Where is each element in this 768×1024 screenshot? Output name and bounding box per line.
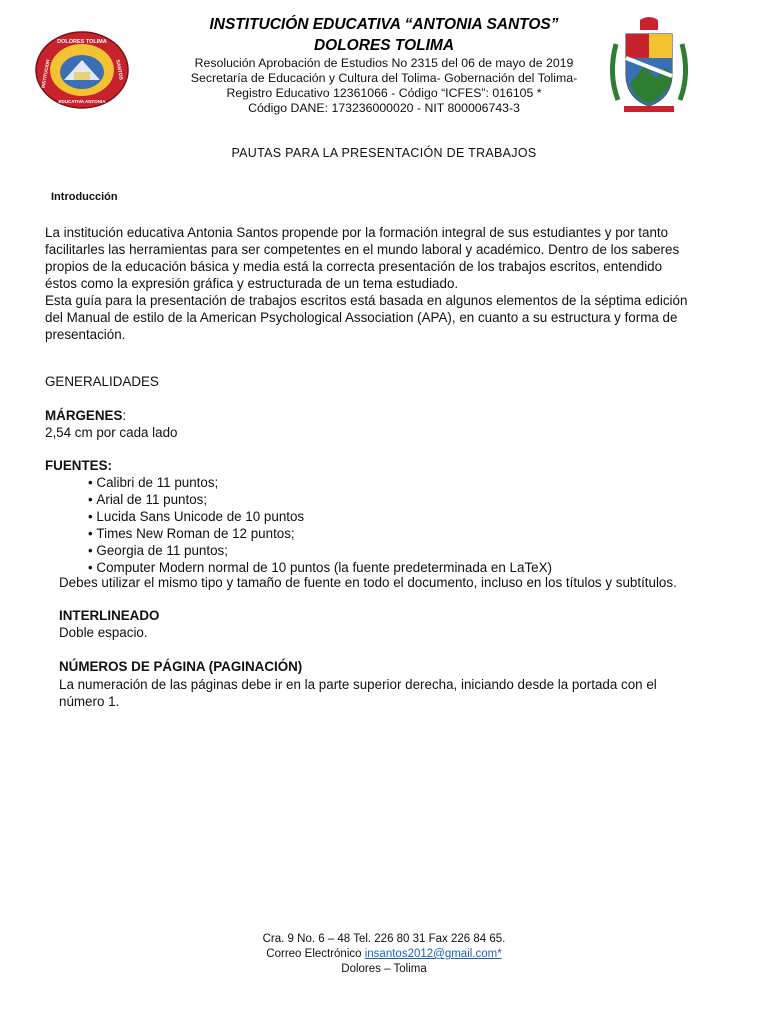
list-item: • Times New Roman de 12 puntos;: [88, 525, 552, 542]
list-item: • Calibri de 11 puntos;: [88, 474, 552, 491]
header-line-registro: Registro Educativo 12361066 - Código “ICFES”: 016105 *: [226, 86, 542, 100]
footer-email-line: [0, 948, 768, 960]
logo-top-text: DOLORES TOLIMA: [57, 39, 107, 45]
intro-line: éstos como la expresión gráfica y estructurada de un tema estudiado.: [45, 276, 459, 291]
intro-line: La institución educativa Antonia Santos propende por la formación integral de sus estudiantes y por tanto: [45, 225, 669, 240]
interlineado-text: Doble espacio.: [59, 625, 148, 640]
list-item: • Lucida Sans Unicode de 10 puntos: [88, 508, 552, 525]
header-line-secretaria: Secretaría de Educación y Cultura del Tolima- Gobernación del Tolima-: [190, 71, 578, 85]
header-line-dane: Código DANE: 173236000020 - NIT 800006743-3: [248, 101, 520, 115]
margenes-section: [45, 407, 126, 425]
logo-bottom-text: EDUCATIVA ANTONIA: [58, 99, 106, 104]
list-item: • Georgia de 11 puntos;: [88, 542, 552, 559]
fuentes-heading: FUENTES:: [45, 458, 112, 473]
footer-address: Cra. 9 No. 6 – 48 Tel. 226 80 31 Fax 226 84 65.: [262, 933, 506, 945]
margenes-heading: MÁRGENES: [45, 408, 123, 423]
footer-email-label: Correo Electrónico: [266, 948, 365, 960]
interlineado-heading: INTERLINEADO: [59, 608, 160, 623]
list-item: • Arial de 11 puntos;: [88, 491, 552, 508]
institution-location: DOLORES TOLIMA: [313, 37, 455, 54]
fuentes-list: [88, 474, 552, 576]
intro-paragraph: [45, 224, 722, 343]
intro-line: presentación.: [45, 327, 126, 342]
margenes-colon: :: [122, 408, 127, 423]
margenes-text: 2,54 cm por cada lado: [45, 425, 178, 440]
list-item: • Computer Modern normal de 10 puntos (la fuente predeterminada en LaTeX): [88, 559, 552, 576]
intro-line: propios de la educación básica y media está la correcta presentación de los trabajos escritos, entendido: [45, 259, 663, 274]
document-title: PAUTAS PARA LA PRESENTACIÓN DE TRABAJOS: [231, 146, 537, 160]
intro-line: Esta guía para la presentación de trabajos escritos está basada en algunos elementos de la séptima edición: [45, 293, 688, 308]
logo-right-text: SANTOS: [114, 59, 124, 81]
footer-city: Dolores – Tolima: [341, 963, 427, 975]
paginacion-paragraph: [59, 676, 722, 710]
paginacion-line: La numeración de las páginas debe ir en la parte superior derecha, iniciando desde la portada con el: [59, 677, 657, 692]
logo-left-text: INSTITUCION: [40, 59, 51, 89]
footer-email-link[interactable]: insantos2012@gmail.com*: [364, 948, 502, 960]
generalidades-heading: GENERALIDADES: [45, 374, 159, 389]
intro-heading: Introducción: [51, 191, 118, 203]
institution-name: INSTITUCIÓN EDUCATIVA “ANTONIA SANTOS”: [209, 16, 559, 33]
intro-line: facilitarles las herramientas para ser competentes en el mundo laboral y académico. Dentro de los saberes: [45, 242, 680, 257]
paginacion-line: número 1.: [59, 694, 120, 709]
header-line-resolution: Resolución Aprobación de Estudios No 2315 del 06 de mayo de 2019: [194, 56, 574, 70]
fuentes-note: Debes utilizar el mismo tipo y tamaño de fuente en todo el documento, incluso en los títulos y subtítulos.: [59, 575, 677, 590]
intro-line: del Manual de estilo de la American Psychological Association (APA), en cuanto a su estructura y forma de: [45, 310, 678, 325]
paginacion-heading: NÚMEROS DE PÁGINA (PAGINACIÓN): [59, 659, 303, 674]
institution-logo: [34, 30, 130, 110]
